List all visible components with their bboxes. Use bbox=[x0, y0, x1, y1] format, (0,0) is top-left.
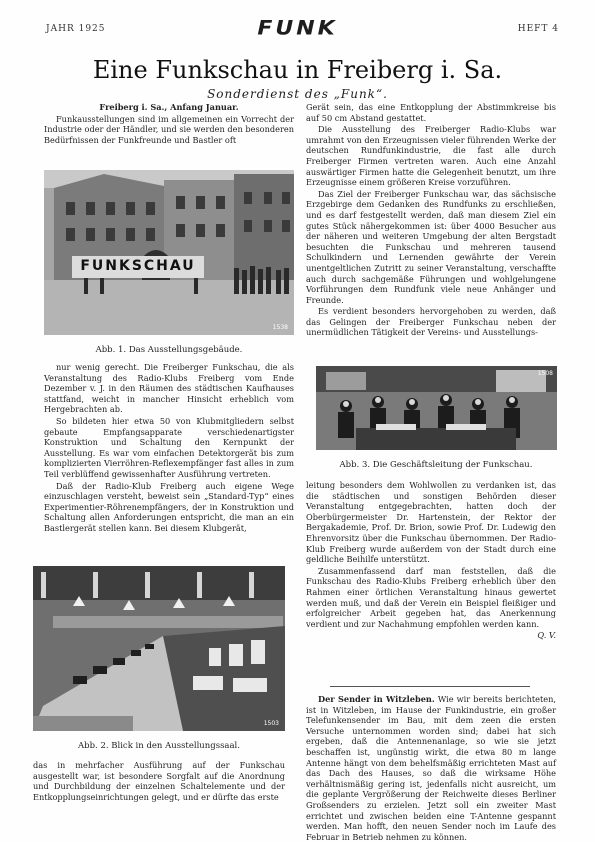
paragraph: das in mehrfacher Ausführung auf der Funkschau ausgestellt war, ist besondere Sorgfalt auf die Anordnung und Durchbildung der einzelnen Schaltelemente und der Entkopplungseinrichtungen gelegt, und er dürfte das erste bbox=[33, 760, 285, 802]
figure-1-caption: Abb. 1. Das Ausstellungsgebäude. bbox=[95, 345, 243, 355]
figure-number: 1503 bbox=[263, 720, 279, 727]
author-signature: Q. V. bbox=[537, 630, 556, 641]
paragraph: Zusammenfassend darf man feststellen, daß die Funkschau des Radio-Klubs Freiberg erheblich über den Rahmen einer örtlichen Veranstaltung hinaus gewertet werden muß, und daß der Verein ein Beispiel fleißiger und erfolgreicher Arbeit gegeben hat, das Anerkennung verdient und zur Nachahmung empfohlen werden kann. bbox=[306, 565, 556, 629]
news-text: Wie wir bereits berichteten, ist in Witzleben, im Hause der Funkindustrie, ein großer Telefunkensender im Bau, mit dem zeen die ersten Versuche unternommen worden sind; dabei hat sich ergeben, daß die Antennenanlage, so wie sie jetzt beschaffen ist, ungünstig wirkt, die etwa 80 m lange Antenne hängt von dem behelfsmäßig errichteten Mast auf das Dach des Hauses, so daß die wirksame Höhe verhältnismäßig gering ist, jedenfalls nicht ausreicht, um die geplante Vergrößerung der Reichweite dieses Berliner Großsenders zu erzielen. Jetzt soll ein zweiter Mast errichtet und zwischen beiden eine T-Antenne gespannt werden. Man hofft, den neuen Sender noch im Laufe des Februar in Betrieb nehmen zu können. bbox=[306, 694, 556, 842]
news-headline: Der Sender in Witzleben. bbox=[318, 694, 435, 704]
dateline: Freiberg i. Sa., Anfang Januar. bbox=[99, 102, 239, 112]
article-title: Eine Funkschau in Freiberg i. Sa. bbox=[92, 56, 503, 84]
figure-management bbox=[316, 366, 557, 450]
figure-exhibition-building bbox=[44, 170, 294, 335]
paragraph: nur wenig gerecht. Die Freiberger Funkschau, die als Veranstaltung des Radio-Klubs Freiberg vom Ende Dezember v. J. in den Räumen des städtischen Kaufhauses stattfand, weicht in mancher Hinsicht erheblich vom Hergebrachten ab. bbox=[44, 362, 294, 415]
left-column-middle bbox=[44, 362, 294, 554]
left-column-bottom bbox=[33, 760, 285, 804]
paragraph: Die Ausstellung des Freiberger Radio-Klubs war umrahmt von den Erzeugnissen vieler führenden Werke der deutschen Rundfunkindustrie, die fast alle durch Freiberger Firmen vertreten waren. Auch eine Anzahl auswärtiger Firmen hatte die Gelegenheit benutzt, um ihre Erzeugnisse einem größeren Kreise vorzuführen. bbox=[306, 124, 556, 188]
right-column-middle bbox=[306, 480, 556, 686]
issue-year: JAHR 1925 bbox=[46, 24, 106, 34]
figure-exhibition-hall bbox=[33, 566, 285, 731]
paragraph: Funkausstellungen sind im allgemeinen ein Vorrecht der Industrie oder der Händler, und sie werden den besonderen Bedürfnissen der Funkfreunde und Bastler oft bbox=[44, 113, 294, 145]
right-column-bottom bbox=[306, 694, 556, 842]
paragraph: Es verdient besonders hervorgehoben zu werden, daß das Gelingen der Freiberger Funkschau neben der unermüdlichen Tätigkeit der Vereins- und Ausstellungs- bbox=[306, 306, 556, 338]
figure-2-caption: Abb. 2. Blick in den Ausstellungssaal. bbox=[78, 741, 240, 751]
funkschau-sign: FUNKSCHAU bbox=[80, 258, 196, 274]
article-subtitle: Sonderdienst des „Funk“. bbox=[207, 87, 388, 101]
right-column-top bbox=[306, 102, 556, 358]
paragraph: Gerät sein, das eine Entkopplung der Abstimmkreise bis auf 50 cm Abstand gestattet. bbox=[306, 102, 556, 123]
paragraph: So bildeten hier etwa 50 von Klubmitgliedern selbst gebaute Empfangsapparate verschiedenartigster Konstruktion und Schaltung den Kernpunkt der Ausstellung. Es war vom einfachen Detektorgerät bis zum komplizierten Vierröhren-Reflexempfänger fast alles in zum Teil verblüffend gewissenhafter Ausführung vertreten. bbox=[44, 415, 294, 479]
section-divider bbox=[330, 686, 530, 687]
paragraph: leitung besonders dem Wohlwollen zu verdanken ist, das die städtischen und sonstigen Behörden dieser Veranstaltung entgegebrachten, hatten doch der Oberbürgermeister Dr. Hartenstein, der Rektor der Bergakademie, Prof. Dr. Brion, sowie Prof. Dr. Ludewig den Ehrenvorsitz über die Funkschau übernommen. Der Radio-Klub Freiberg wurde außerdem von der Stadt durch eine geldliche Beihilfe unterstützt. bbox=[306, 480, 556, 565]
issue-number: HEFT 4 bbox=[517, 24, 559, 34]
paragraph: Das Ziel der Freiberger Funkschau war, das sächsische Erzgebirge dem Gedanken des Rundfunks zu erschließen, und es darf festgestellt werden, daß man diesem Ziel ein gutes Stück nähergekommen ist: über 4000 Besucher aus der näheren und weiteren Umgebung der alten Bergstadt besuchten die Funkschau und mehreren tausend Schulkindern und Lernenden gewährte der Verein unentgeltlichen Zutritt zu seiner Veranstaltung, verschaffte auch durch sachgemäße Führungen und wohlgelungene Vorführungen dem Rundfunk viele neue Anhänger und Freunde. bbox=[306, 188, 556, 305]
left-column-top bbox=[44, 102, 294, 166]
paragraph: Daß der Radio-Klub Freiberg auch eigene Wege einzuschlagen versteht, beweist sein „Standard-Typ“ eines Experimentier-Röhrenempfängers, der in Konstruktion und Schaltung allen Anforderungen entspricht, die man an ein Bastlergerät stellen kann. Bei diesem Klubgerät, bbox=[44, 480, 294, 533]
figure-number: 1508 bbox=[537, 370, 553, 377]
figure-number: 1538 bbox=[272, 324, 288, 331]
funk-logo: FUNK bbox=[257, 17, 338, 40]
figure-3-caption: Abb. 3. Die Geschäftsleitung der Funkschau. bbox=[339, 460, 533, 470]
